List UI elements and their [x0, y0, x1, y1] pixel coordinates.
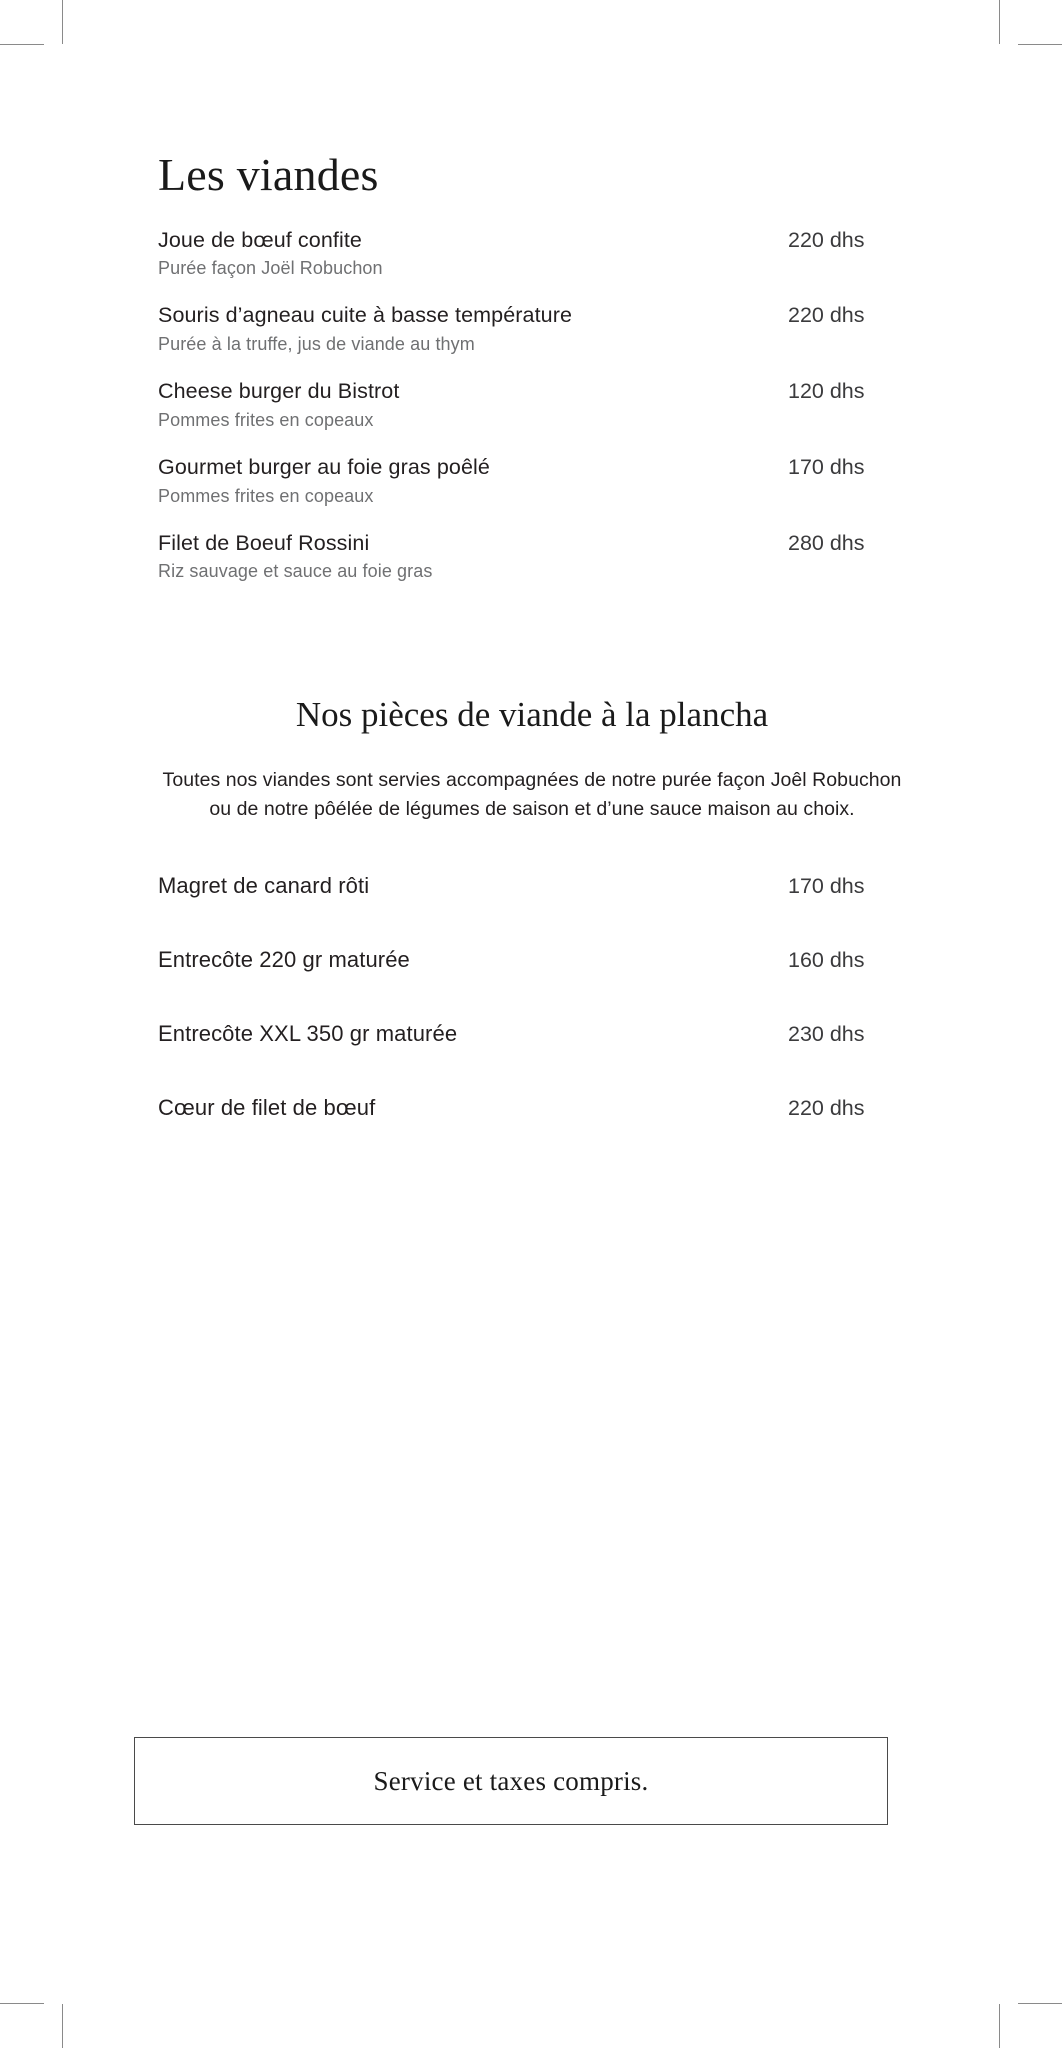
plancha-list — [158, 873, 906, 1121]
item-price: 120 dhs — [788, 379, 865, 404]
item-name: Cheese burger du Bistrot — [158, 379, 400, 404]
item-name: Magret de canard rôti — [158, 872, 370, 898]
list-item — [158, 873, 906, 899]
plancha-section — [158, 694, 906, 1121]
item-text — [158, 227, 383, 281]
item-price: 220 dhs — [788, 227, 865, 252]
item-description: Purée façon Joël Robuchon — [158, 258, 383, 279]
item-name: Entrecôte 220 gr maturée — [158, 946, 410, 972]
crop-mark-bottom-left-horizontal — [0, 2003, 44, 2004]
item-description: Pommes frites en copeaux — [158, 409, 374, 430]
crop-mark-top-left-vertical — [62, 0, 63, 44]
item-price: 220 dhs — [788, 303, 865, 328]
list-item — [158, 227, 906, 281]
service-note-box — [134, 1737, 888, 1825]
item-description: Riz sauvage et sauce au foie gras — [158, 561, 433, 582]
list-item — [158, 1095, 906, 1121]
item-price: 220 dhs — [788, 1095, 865, 1120]
item-name: Gourmet burger au foie gras poêlé — [158, 455, 490, 480]
item-price: 230 dhs — [788, 1021, 865, 1046]
item-price: 160 dhs — [788, 947, 865, 972]
plancha-title: Nos pièces de viande à la plancha — [295, 694, 769, 734]
plancha-intro-text: Toutes nos viandes sont servies accompagnées de notre purée façon Joêl Robuchon ou de notre pôélée de légumes de saison et d’une sauce maison au choix. — [162, 768, 902, 821]
crop-mark-top-right-vertical — [999, 0, 1000, 44]
list-item — [158, 1021, 906, 1047]
service-note-text: Service et taxes compris. — [373, 1765, 649, 1796]
crop-mark-bottom-right-horizontal — [1018, 2003, 1062, 2004]
viandes-list — [158, 227, 906, 584]
item-name: Entrecôte XXL 350 gr maturée — [158, 1020, 458, 1046]
item-text — [158, 530, 432, 584]
item-text — [158, 302, 572, 356]
item-price: 170 dhs — [788, 455, 865, 480]
crop-mark-top-right-horizontal — [1018, 44, 1062, 45]
list-item — [158, 378, 906, 432]
item-name: Souris d’agneau cuite à basse température — [158, 303, 573, 328]
item-text — [158, 454, 490, 508]
item-price: 170 dhs — [788, 873, 865, 898]
item-description: Pommes frites en copeaux — [158, 485, 374, 506]
item-text — [158, 378, 399, 432]
list-item — [158, 302, 906, 356]
page-title: Les viandes — [158, 149, 379, 200]
item-name: Joue de bœuf confite — [158, 227, 362, 252]
item-description: Purée à la truffe, jus de viande au thym — [158, 333, 475, 354]
crop-mark-bottom-left-vertical — [62, 2004, 63, 2048]
item-name: Cœur de filet de bœuf — [158, 1094, 376, 1120]
crop-mark-top-left-horizontal — [0, 44, 44, 45]
crop-mark-bottom-right-vertical — [999, 2004, 1000, 2048]
item-price: 280 dhs — [788, 530, 865, 555]
item-name: Filet de Boeuf Rossini — [158, 530, 370, 555]
list-item — [158, 454, 906, 508]
menu-content — [158, 150, 906, 1121]
list-item — [158, 947, 906, 973]
list-item — [158, 530, 906, 584]
